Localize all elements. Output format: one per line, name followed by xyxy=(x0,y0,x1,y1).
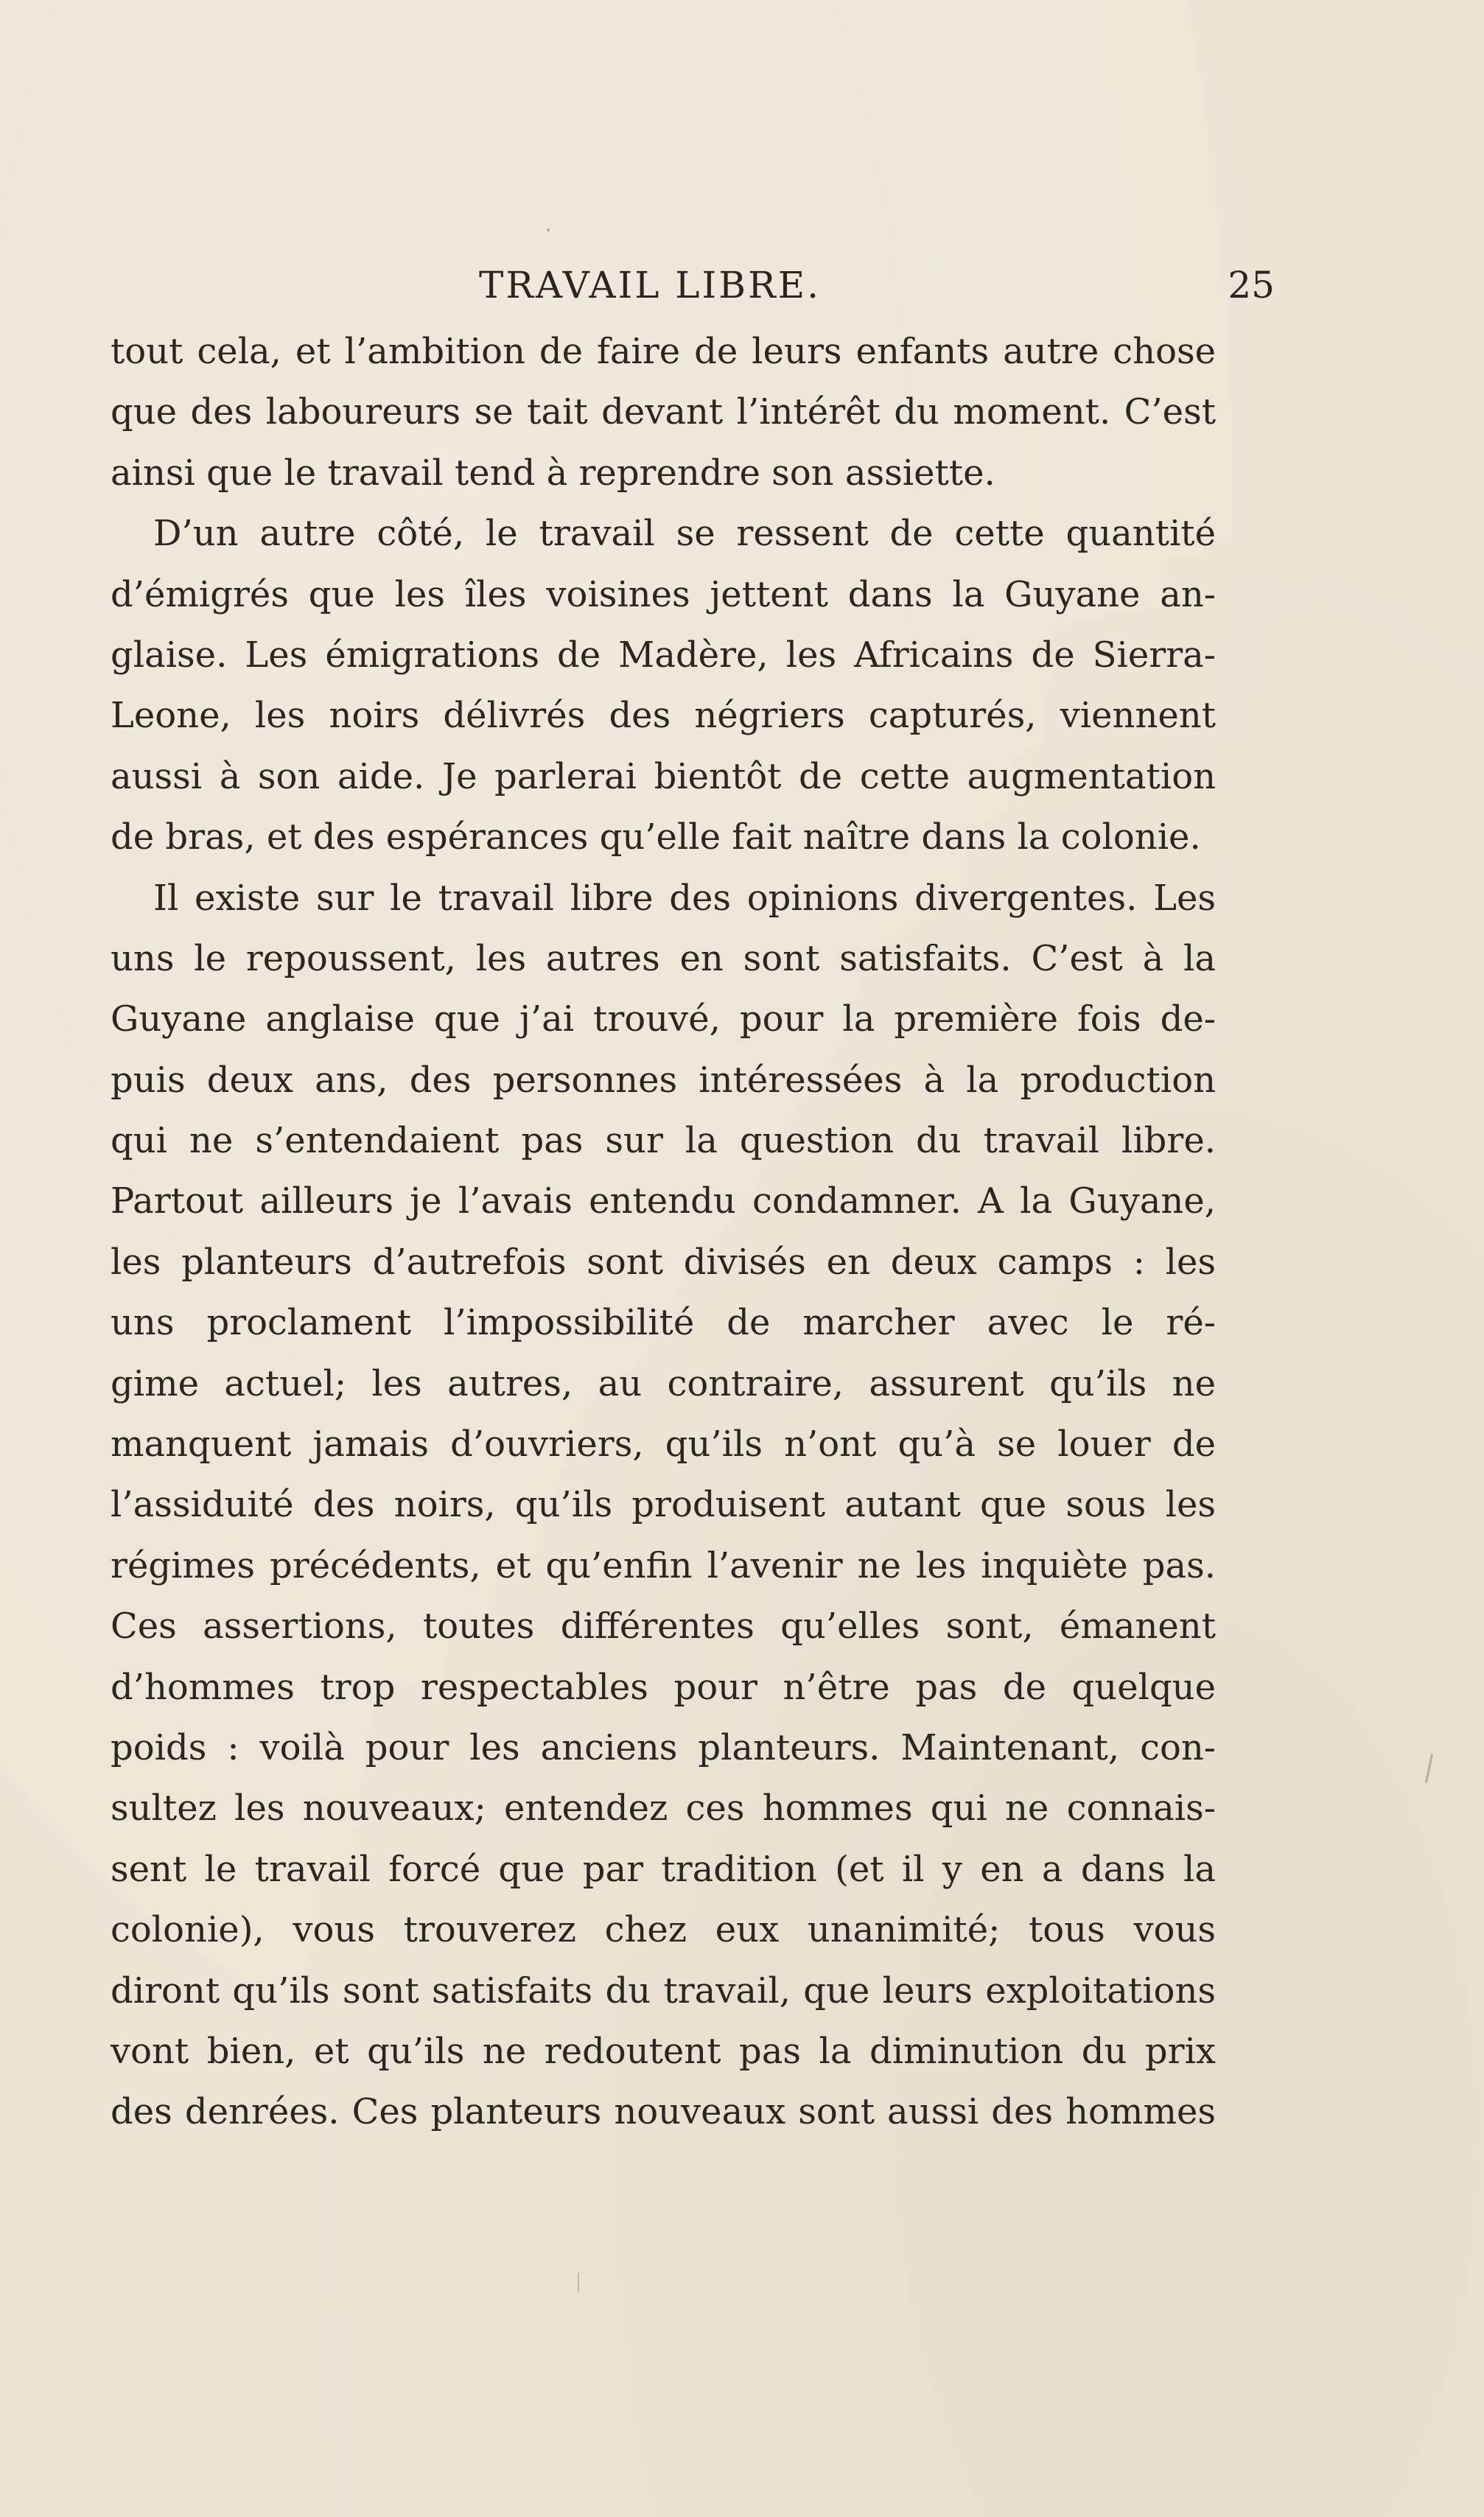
text-line: D’un autre côté, le travail se ressent de cette quantité xyxy=(153,513,1216,555)
text-line: d’hommes trop respectables pour n’être pas de quelque xyxy=(111,1666,1216,1708)
text-line: diront qu’ils sont satisfaits du travail, que leurs exploitations xyxy=(111,1970,1216,2012)
text-line: des denrées. Ces planteurs nouveaux sont aussi des hommes xyxy=(111,2091,1216,2133)
body-text xyxy=(111,321,1216,2143)
text-line: tout cela, et l’ambition de faire de leurs enfants autre chose xyxy=(111,331,1216,372)
text-line: manquent jamais d’ouvriers, qu’ils n’ont qu’à se louer de xyxy=(111,1424,1216,1466)
running-title: TRAVAIL LIBRE. xyxy=(479,264,822,307)
text-line: ainsi que le travail tend à reprendre son assiette. xyxy=(111,452,995,494)
page-number: 25 xyxy=(1228,264,1275,307)
text-line: l’assiduité des noirs, qu’ils produisent autant que sous les xyxy=(111,1484,1216,1526)
text-line: de bras, et des espérances qu’elle fait naître dans la colonie. xyxy=(111,816,1201,858)
text-line: uns le repoussent, les autres en sont satisfaits. C’est à la xyxy=(111,937,1216,979)
text-line: uns proclament l’impossibilité de marcher avec le ré- xyxy=(111,1302,1216,1344)
paper-speck xyxy=(547,228,550,231)
text-line: Partout ailleurs je l’avais entendu condamner. A la Guyane, xyxy=(111,1180,1216,1222)
paper-speck xyxy=(578,2273,579,2292)
margin-pencil-mark xyxy=(1425,1754,1433,1783)
text-line: vont bien, et qu’ils ne redoutent pas la diminution du prix xyxy=(111,2030,1216,2072)
text-line: poids : voilà pour les anciens planteurs. Maintenant, con- xyxy=(111,1726,1216,1768)
text-line: colonie), vous trouverez chez eux unanimité; tous vous xyxy=(111,1909,1216,1951)
text-line: glaise. Les émigrations de Madère, les Africains de Sierra- xyxy=(111,634,1216,676)
text-line: puis deux ans, des personnes intéressées à la production xyxy=(111,1059,1216,1101)
text-line: que des laboureurs se tait devant l’intérêt du moment. C’est xyxy=(111,391,1216,433)
text-line: Guyane anglaise que j’ai trouvé, pour la première fois de- xyxy=(111,998,1216,1040)
text-line: gime actuel; les autres, au contraire, assurent qu’ils ne xyxy=(111,1362,1216,1404)
text-line: sent le travail forcé que par tradition (et il y en a dans la xyxy=(111,1848,1216,1890)
text-line: Il existe sur le travail libre des opinions divergentes. Les xyxy=(153,877,1216,919)
text-line: aussi à son aide. Je parlerai bientôt de cette augmentation xyxy=(111,755,1216,797)
text-line: sultez les nouveaux; entendez ces hommes qui ne connais- xyxy=(111,1788,1216,1830)
text-line: d’émigrés que les îles voisines jettent dans la Guyane an- xyxy=(111,573,1216,615)
text-line: les planteurs d’autrefois sont divisés en deux camps : les xyxy=(111,1241,1216,1283)
text-line: qui ne s’entendaient pas sur la question du travail libre. xyxy=(111,1120,1216,1162)
text-line: Ces assertions, toutes différentes qu’elles sont, émanent xyxy=(111,1606,1216,1648)
text-line: régimes précédents, et qu’enfin l’avenir ne les inquiète pas. xyxy=(111,1544,1216,1586)
running-head xyxy=(111,259,1275,311)
text-line: Leone, les noirs délivrés des négriers capturés, viennent xyxy=(111,695,1216,737)
